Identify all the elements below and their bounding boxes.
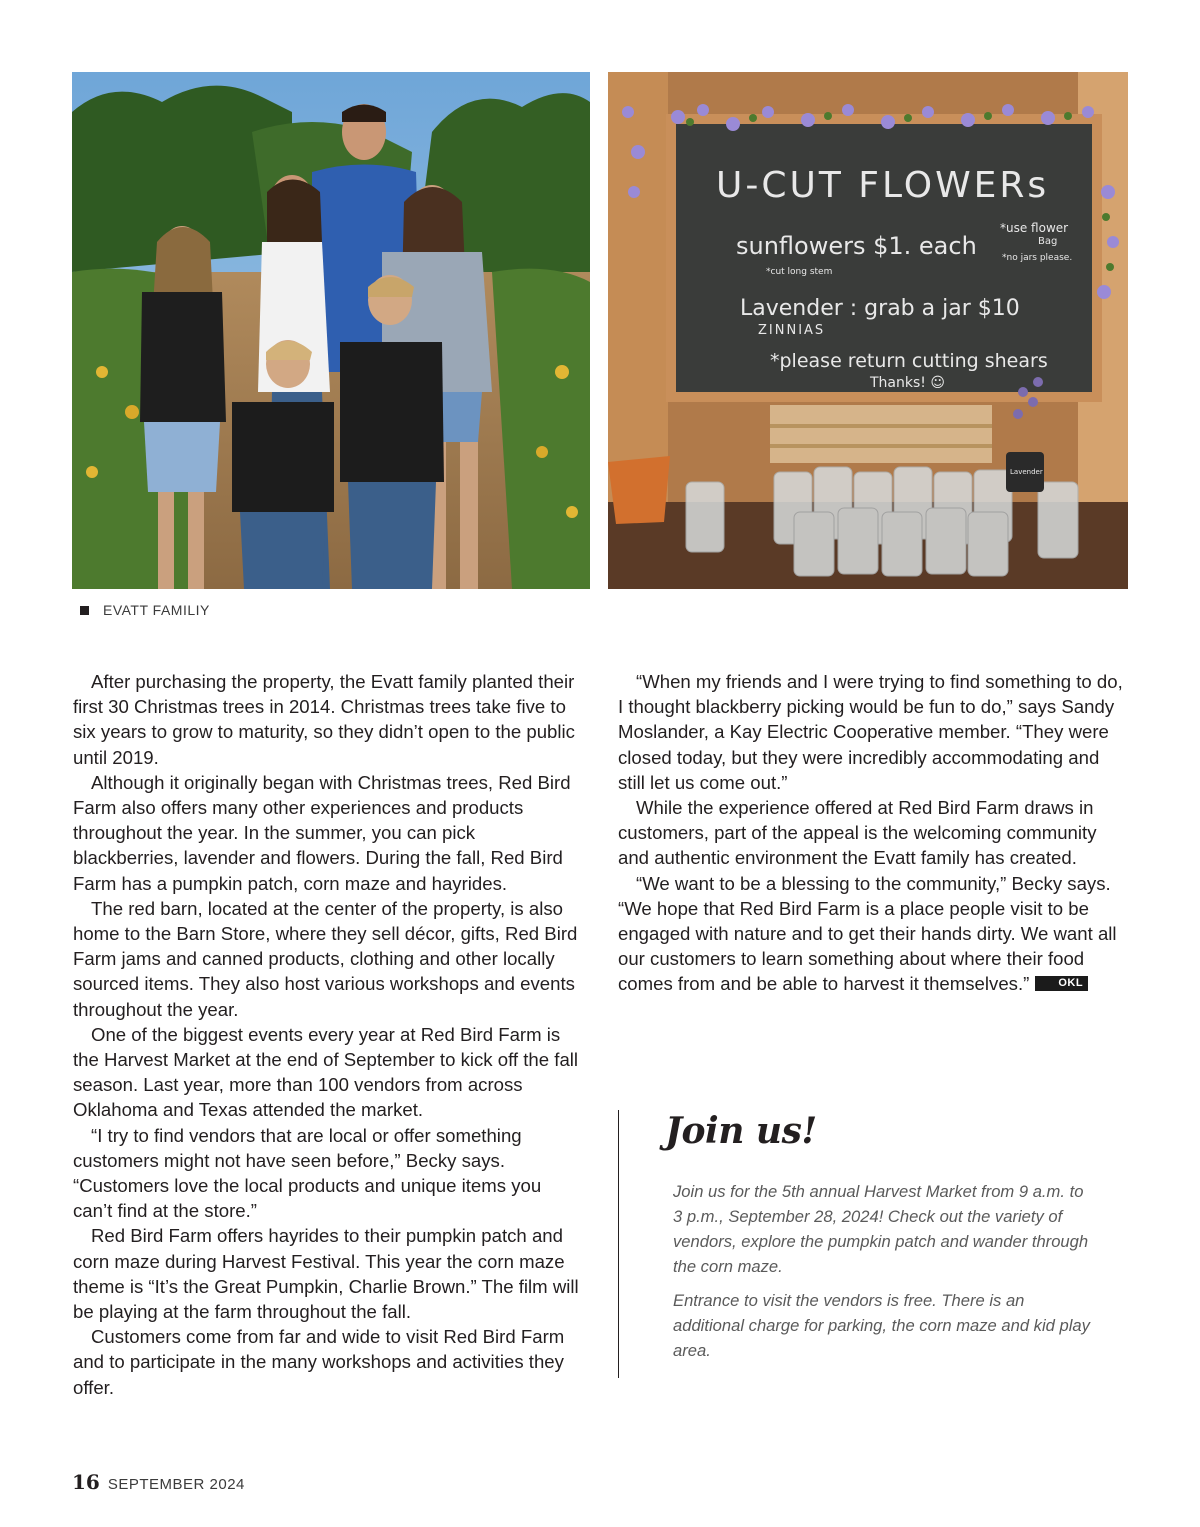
sign-line4: *please return cutting shears [770,350,1048,372]
paragraph: Customers come from far and wide to visit Red Bird Farm and to participate in the many workshops and activities they offer. [73,1326,565,1398]
sign-line2: Lavender : grab a jar $10 [740,296,1020,321]
sign-line1: sunflowers $1. each [736,232,977,260]
sign-line3: ZINNIAS [758,323,826,338]
evatt-family-photo [72,72,590,589]
paragraph: After purchasing the property, the Evatt family planted their first 30 Christmas trees in 2014. Christmas trees take five to six years to grow to maturity, so they didn’t open to the public until 2019. [73,671,575,768]
paragraph: One of the biggest events every year at Red Bird Farm is the Harvest Market at the end of September to kick off the fall season. Last year, more than 100 vendors from across Oklahoma and Texas attended the market. [73,1023,579,1121]
sidebar-body [673,1179,1093,1372]
paragraph: “When my friends and I were trying to find something to do, I thought blackberry picking would be fun to do,” says Sandy Moslander, a Kay Electric Cooperative member. “They were closed today, but they were incredibly accommodating and still let us come out.” [618,671,1123,793]
sign-line1-note: *cut long stem [766,267,833,277]
sign-side-note-3: *no jars please. [1002,253,1073,263]
issue-date: SEPTEMBER 2024 [107,1476,245,1493]
sidebar-divider [618,1110,619,1378]
paragraph: Although it originally began with Christmas trees, Red Bird Farm also offers many other experiences and products throughout the year. In the summer, you can pick blackberries, lavender and flowers. During the fall, Red Bird Farm has a pumpkin patch, corn maze and hayrides. [73,771,571,894]
paragraph: Red Bird Farm offers hayrides to their pumpkin patch and corn maze during Harvest Festival. This year the corn maze theme is “It’s the Great Pumpkin, Charlie Brown.” The film will be playing at the farm throughout the fall. [73,1225,579,1323]
caption-bullet [80,606,89,615]
sign-jar-label: Lavender [1010,468,1043,476]
sign-title: U-CUT FLOWERs [716,165,1050,206]
paragraph-last [618,871,1128,997]
page-number: 16 [72,1470,100,1494]
sidebar-paragraph: Join us for the 5th annual Harvest Market from 9 a.m. to 3 p.m., September 28, 2024! Check out the variety of vendors, explore the pumpkin patch and wander through the corn maze. [673,1182,1089,1276]
end-mark: OKL [1035,976,1088,991]
article-left-column [73,669,583,1400]
sign-side-note-1: *use flower [1000,221,1069,235]
sign-line5: Thanks! ☺ [870,375,945,391]
sidebar-title: Join us! [665,1110,817,1152]
article-right-column [618,669,1128,997]
page-footer [72,1470,245,1494]
caption-text: EVATT FAMILIY [103,602,210,618]
paragraph: “I try to find vendors that are local or offer something customers might not have seen before,” Becky says. “Customers love the local products and unique items you can’t find at the store.” [73,1124,542,1222]
sidebar-paragraph: Entrance to visit the vendors is free. There is an additional charge for parking, the corn maze and kid play area. [673,1291,1090,1360]
paragraph: While the experience offered at Red Bird Farm draws in customers, part of the appeal is the welcoming community and authentic environment the Evatt family has created. [618,797,1097,869]
sign-side-note-2: Bag [1038,236,1058,247]
photo-caption [80,602,210,618]
paragraph-last-text: “We want to be a blessing to the community,” Becky says. “We hope that Red Bird Farm is a place people visit to be engaged with nature and to get their hands dirty. We want all our customers to learn something about where their food comes from and be able to harvest it themselves.” [618,872,1117,995]
u-cut-flowers-sign-photo [608,72,1128,589]
paragraph: The red barn, located at the center of the property, is also home to the Barn Store, where they sell décor, gifts, Red Bird Farm jams and canned products, clothing and other locally sourced items. They also host various workshops and events throughout the year. [73,897,578,1020]
